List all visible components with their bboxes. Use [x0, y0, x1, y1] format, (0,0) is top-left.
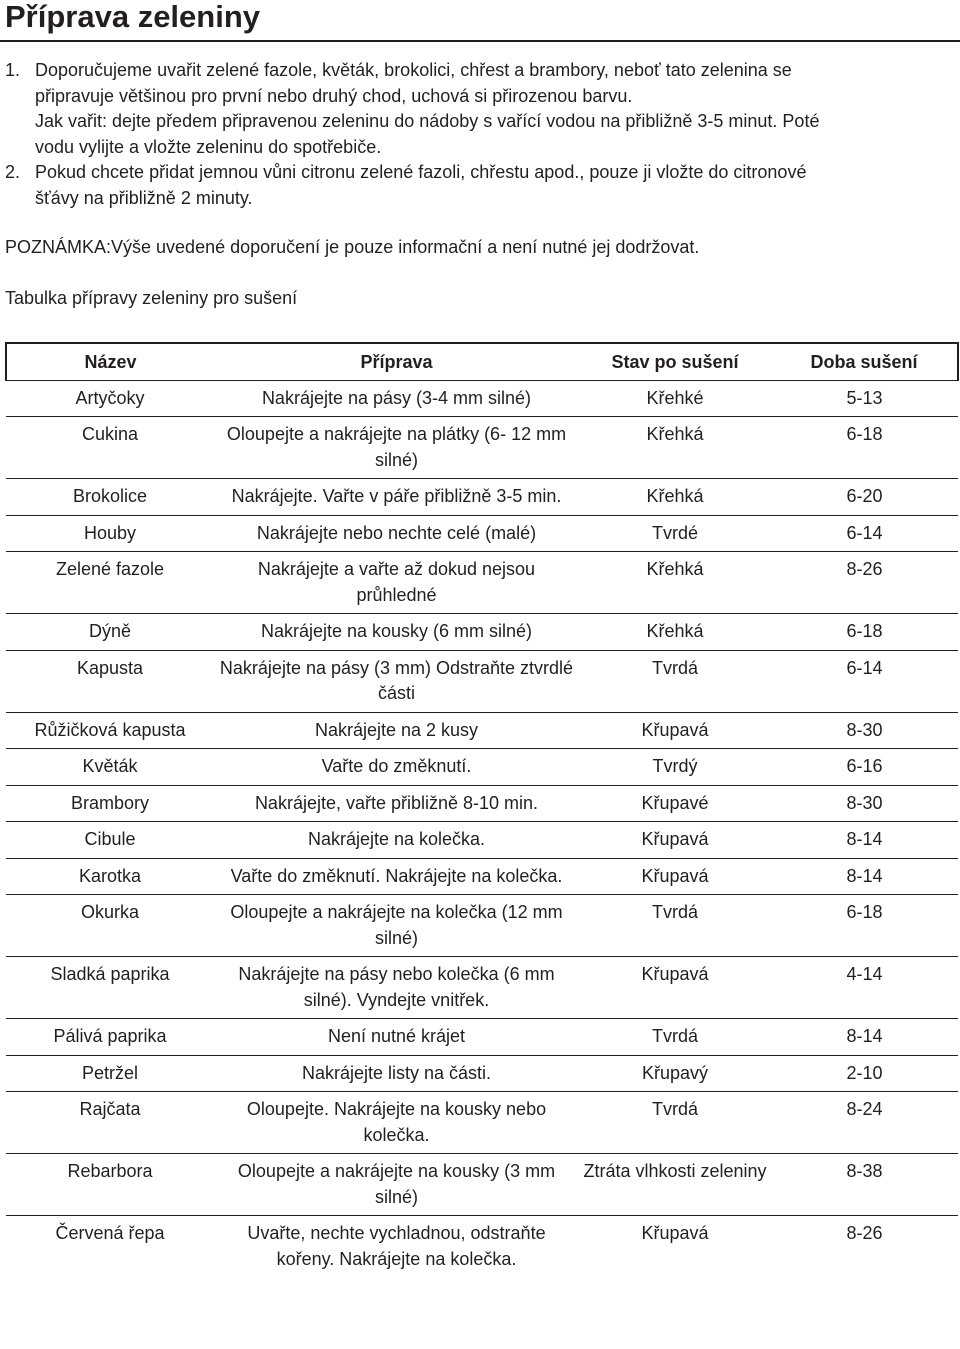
cell-preparation: Uvařte, nechte vychladnou, odstraňte kořeny. Nakrájejte na kolečka. — [214, 1216, 579, 1278]
cell-preparation: Nakrájejte, vařte přibližně 8-10 min. — [214, 785, 579, 822]
instruction-2-line-2: šťávy na přibližně 2 minuty. — [35, 187, 253, 208]
table-row — [6, 895, 958, 957]
cell-name: Zelené fazole — [6, 552, 214, 614]
cell-preparation: Nakrájejte a vařte až dokud nejsou průhledné — [214, 552, 579, 614]
instruction-2-line-1: Pokud chcete přidat jemnou vůni citronu zelené fazoli, chřestu apod., pouze ji vložte do citronové — [35, 162, 807, 182]
cell-name: Cibule — [6, 822, 214, 859]
cell-name: Cukina — [6, 417, 214, 479]
cell-preparation: Nakrájejte na pásy (3 mm) Odstraňte ztvrdlé části — [214, 650, 579, 712]
cell-preparation: Oloupejte a nakrájejte na plátky (6- 12 mm silné) — [214, 417, 579, 479]
cell-preparation: Nakrájejte na kousky (6 mm silné) — [214, 614, 579, 651]
header-preparation: Příprava — [214, 343, 579, 380]
header-drying-time: Doba sušení — [771, 343, 958, 380]
table-row — [6, 1216, 958, 1278]
cell-preparation: Oloupejte a nakrájejte na kousky (3 mm silné) — [214, 1154, 579, 1216]
cell-state: Křupavý — [579, 1055, 771, 1092]
table-row — [6, 1055, 958, 1092]
cell-time: 6-18 — [771, 417, 958, 479]
table-row — [6, 822, 958, 859]
cell-preparation: Oloupejte a nakrájejte na kolečka (12 mm silné) — [214, 895, 579, 957]
cell-time: 2-10 — [771, 1055, 958, 1092]
cell-state: Křupavá — [579, 858, 771, 895]
cell-time: 8-30 — [771, 712, 958, 749]
cell-state: Tvrdá — [579, 1092, 771, 1154]
cell-state: Tvrdé — [579, 515, 771, 552]
cell-preparation: Nakrájejte na pásy nebo kolečka (6 mm silné). Vyndejte vnitřek. — [214, 957, 579, 1019]
cell-preparation: Není nutné krájet — [214, 1019, 579, 1056]
cell-time: 8-14 — [771, 1019, 958, 1056]
cell-time: 6-20 — [771, 479, 958, 516]
cell-name: Rebarbora — [6, 1154, 214, 1216]
header-state-after-drying: Stav po sušení — [579, 343, 771, 380]
table-body — [6, 380, 958, 1277]
table-row — [6, 858, 958, 895]
cell-name: Houby — [6, 515, 214, 552]
cell-state: Křehké — [579, 380, 771, 417]
cell-state: Tvrdý — [579, 749, 771, 786]
cell-name: Pálivá paprika — [6, 1019, 214, 1056]
table-row — [6, 380, 958, 417]
cell-state: Tvrdá — [579, 895, 771, 957]
cell-name: Rajčata — [6, 1092, 214, 1154]
header-name: Název — [6, 343, 214, 380]
table-row — [6, 785, 958, 822]
instruction-2-number: 2. — [5, 162, 21, 182]
instruction-1-line-1: Doporučujeme uvařit zelené fazole, květák, brokolici, chřest a brambory, neboť tato zelenina se — [35, 60, 792, 80]
table-row — [6, 1154, 958, 1216]
cell-name: Artyčoky — [6, 380, 214, 417]
cell-state: Křehká — [579, 552, 771, 614]
table-row — [6, 712, 958, 749]
cell-time: 5-13 — [771, 380, 958, 417]
cell-time: 6-18 — [771, 614, 958, 651]
table-row — [6, 650, 958, 712]
cell-state: Křehká — [579, 417, 771, 479]
instruction-1 — [0, 58, 819, 160]
cell-preparation: Nakrájejte. Vařte v páře přibližně 3-5 min. — [214, 479, 579, 516]
cell-name: Květák — [6, 749, 214, 786]
cell-preparation: Vařte do změknutí. Nakrájejte na kolečka. — [214, 858, 579, 895]
table-row — [6, 957, 958, 1019]
table-row — [6, 552, 958, 614]
cell-preparation: Oloupejte. Nakrájejte na kousky nebo kolečka. — [214, 1092, 579, 1154]
cell-state: Ztráta vlhkosti zeleniny — [579, 1154, 771, 1216]
cell-time: 4-14 — [771, 957, 958, 1019]
table-row — [6, 614, 958, 651]
cell-time: 8-26 — [771, 552, 958, 614]
cell-preparation: Nakrájejte na pásy (3-4 mm silné) — [214, 380, 579, 417]
cell-time: 6-16 — [771, 749, 958, 786]
cell-time: 8-24 — [771, 1092, 958, 1154]
cell-state: Křehká — [579, 614, 771, 651]
cell-name: Dýně — [6, 614, 214, 651]
instruction-1-line-2: připravuje většinou pro první nebo druhý chod, uchová si přirozenou barvu. — [35, 85, 633, 106]
instruction-2 — [0, 160, 806, 211]
cell-name: Růžičková kapusta — [6, 712, 214, 749]
title-underline — [0, 40, 960, 42]
cell-state: Křehká — [579, 479, 771, 516]
cell-state: Křupavé — [579, 785, 771, 822]
cell-name: Brambory — [6, 785, 214, 822]
cell-name: Kapusta — [6, 650, 214, 712]
cell-time: 8-38 — [771, 1154, 958, 1216]
cell-name: Petržel — [6, 1055, 214, 1092]
cell-time: 6-14 — [771, 650, 958, 712]
table-row — [6, 1019, 958, 1056]
table-header-row — [6, 343, 958, 380]
cell-preparation: Nakrájejte na 2 kusy — [214, 712, 579, 749]
cell-state: Křupavá — [579, 1216, 771, 1278]
instruction-1-number: 1. — [5, 60, 21, 80]
cell-preparation: Nakrájejte nebo nechte celé (malé) — [214, 515, 579, 552]
table-row — [6, 479, 958, 516]
table-row — [6, 749, 958, 786]
cell-state: Tvrdá — [579, 650, 771, 712]
cell-name: Brokolice — [6, 479, 214, 516]
table-row — [6, 1092, 958, 1154]
cell-time: 6-14 — [771, 515, 958, 552]
cell-preparation: Nakrájejte listy na části. — [214, 1055, 579, 1092]
cell-name: Červená řepa — [6, 1216, 214, 1278]
drying-table — [5, 342, 959, 1277]
cell-state: Křupavá — [579, 957, 771, 1019]
table-caption: Tabulka přípravy zeleniny pro sušení — [5, 288, 298, 308]
cell-name: Sladká paprika — [6, 957, 214, 1019]
cell-time: 8-14 — [771, 858, 958, 895]
table-row — [6, 515, 958, 552]
cell-time: 8-14 — [771, 822, 958, 859]
cell-time: 6-18 — [771, 895, 958, 957]
cell-preparation: Nakrájejte na kolečka. — [214, 822, 579, 859]
page-title: Příprava zeleniny — [5, 0, 261, 34]
cell-state: Tvrdá — [579, 1019, 771, 1056]
cell-time: 8-26 — [771, 1216, 958, 1278]
table-row — [6, 417, 958, 479]
cell-state: Křupavá — [579, 822, 771, 859]
note-text: POZNÁMKA:Výše uvedené doporučení je pouze informační a není nutné jej dodržovat. — [5, 237, 700, 257]
instruction-1-line-3: Jak vařit: dejte předem připravenou zeleninu do nádoby s vařící vodou na přibližně 3-5 minut. Poté — [35, 111, 820, 131]
instruction-1-line-4: vodu vylijte a vložte zeleninu do spotřebiče. — [35, 136, 382, 157]
cell-name: Karotka — [6, 858, 214, 895]
cell-name: Okurka — [6, 895, 214, 957]
cell-time: 8-30 — [771, 785, 958, 822]
cell-preparation: Vařte do změknutí. — [214, 749, 579, 786]
cell-state: Křupavá — [579, 712, 771, 749]
